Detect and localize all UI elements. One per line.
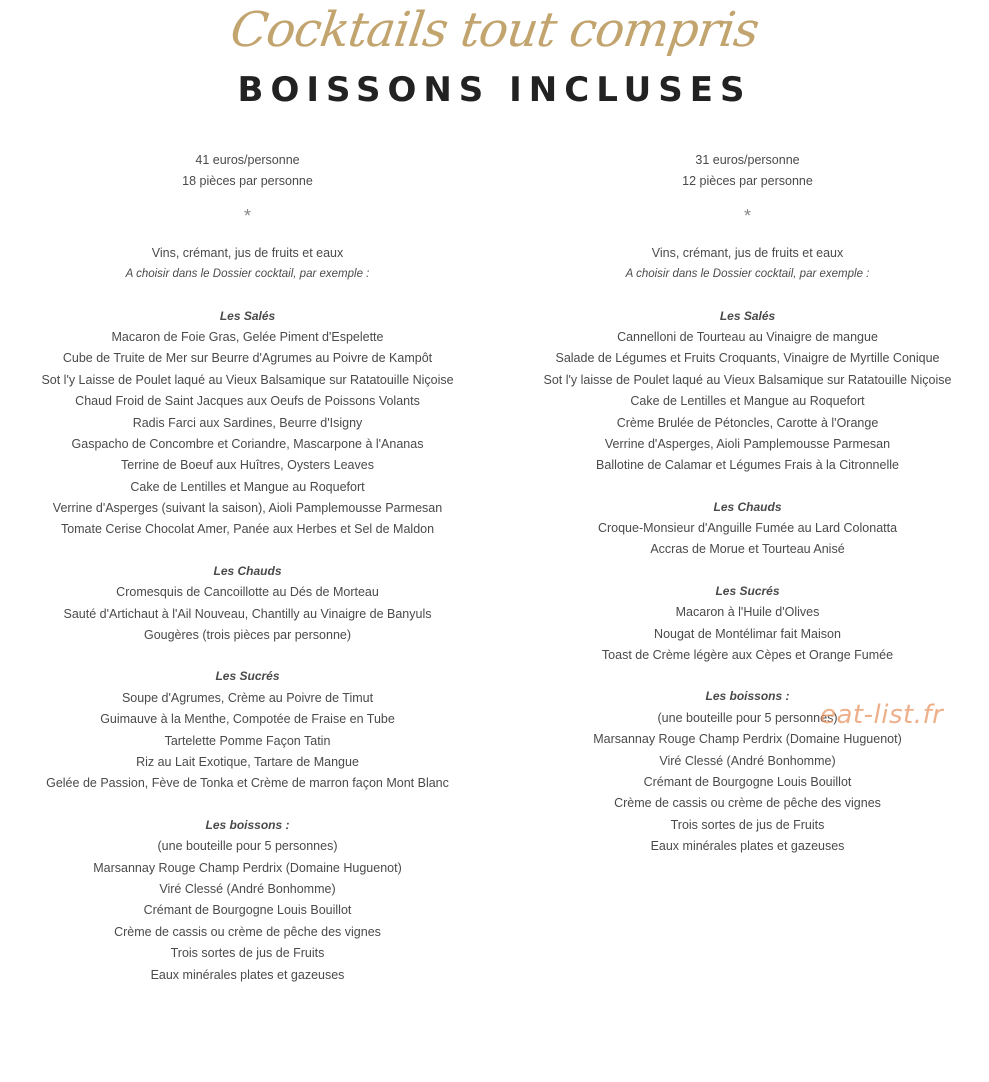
section-sales — [40, 306, 455, 541]
menu-item: Gougères (trois pièces par personne) — [143, 628, 352, 643]
menu-item: Sot l'y Laisse de Poulet laqué au Vieux Balsamique sur Ratatouille Niçoise — [41, 372, 454, 387]
drinks-intro: Vins, crémant, jus de fruits et eaux — [651, 245, 844, 260]
section-sucres — [40, 666, 455, 794]
menu-item: Trois sortes de jus de Fruits — [170, 946, 325, 961]
choice-note: A choisir dans le Dossier cocktail, par exemple : — [125, 268, 370, 281]
menu-item: Croque-Monsieur d'Anguille Fumée au Lard Colonatta — [597, 521, 898, 536]
menu-item: Cromesquis de Cancoillotte au Dés de Morteau — [116, 585, 379, 600]
menu-item: Tomate Cerise Chocolat Amer, Panée aux Herbes et Sel de Maldon — [60, 522, 435, 537]
section-chauds — [40, 561, 455, 647]
menu-item: Terrine de Boeuf aux Huîtres, Oysters Leaves — [121, 458, 374, 473]
choice-note: A choisir dans le Dossier cocktail, par exemple : — [625, 268, 870, 281]
price-label: 41 euros/personne — [195, 153, 300, 167]
menu-item: Ballotine de Calamar et Légumes Frais à la Citronnelle — [596, 458, 899, 473]
menu-item: Guimauve à la Menthe, Compotée de Fraise en Tube — [100, 712, 395, 727]
price-label: 31 euros/personne — [695, 153, 800, 167]
menu-sections — [40, 306, 455, 986]
menu-item: (une bouteille pour 5 personnes) — [157, 839, 338, 854]
section-title: Les Salés — [219, 308, 276, 323]
menu-item: Tartelette Pomme Façon Tatin — [164, 733, 331, 748]
menu-item: Viré Clessé (André Bonhomme) — [159, 881, 336, 896]
menu-item: Cannelloni de Tourteau au Vinaigre de mangue — [617, 329, 878, 344]
menu-item: Marsannay Rouge Champ Perdrix (Domaine Huguenot) — [593, 732, 902, 747]
menu-item: Verrine d'Asperges (suivant la saison), Aioli Pamplemousse Parmesan — [52, 501, 443, 516]
section-title: Les Sucrés — [715, 583, 780, 598]
menu-item: Verrine d'Asperges, Aioli Pamplemousse Parmesan — [604, 436, 891, 451]
section-title: Les Sucrés — [215, 669, 280, 684]
section-title: Les Chauds — [713, 499, 782, 514]
menu-item: Sauté d'Artichaut à l'Ail Nouveau, Chantilly au Vinaigre de Banyuls — [63, 606, 432, 621]
menu-item: Crème Brulée de Pétoncles, Carotte à l'Orange — [616, 415, 879, 430]
menu-item: Crème de cassis ou crème de pêche des vignes — [114, 924, 381, 939]
menu-column-41-euros — [40, 150, 455, 986]
pieces-label: 12 pièces par personne — [682, 174, 813, 189]
menu-item: Cube de Truite de Mer sur Beurre d'Agrumes au Poivre de Kampôt — [62, 351, 433, 366]
menu-item: Riz au Lait Exotique, Tartare de Mangue — [136, 754, 359, 769]
section-sucres — [540, 581, 955, 667]
section-sales — [540, 306, 955, 477]
script-title: Cocktails tout compris — [227, 2, 762, 58]
menu-item: Eaux minérales plates et gazeuses — [650, 839, 845, 854]
menu-item: Toast de Crème légère aux Cèpes et Orange Fumée — [601, 648, 894, 663]
menu-item: Soupe d'Agrumes, Crème au Poivre de Timut — [121, 690, 374, 705]
page-header — [0, 0, 989, 110]
menu-item: Macaron à l'Huile d'Olives — [675, 605, 820, 620]
menu-item: Gaspacho de Concombre et Coriandre, Mascarpone à l'Ananas — [71, 436, 424, 451]
menu-column-31-euros — [540, 150, 955, 858]
asterisk-divider-icon: * — [243, 205, 251, 226]
menu-item: Macaron de Foie Gras, Gelée Piment d'Espelette — [111, 329, 384, 344]
page-title: BOISSONS INCLUSES — [237, 70, 752, 110]
menu-item: (une bouteille pour 5 personnes) — [657, 710, 838, 725]
menu-item: Crémant de Bourgogne Louis Bouillot — [643, 774, 852, 789]
section-boissons — [40, 815, 455, 986]
menu-item: Crémant de Bourgogne Louis Bouillot — [143, 903, 352, 918]
menu-item: Chaud Froid de Saint Jacques aux Oeufs de Poissons Volants — [75, 394, 420, 409]
section-title: Les Chauds — [213, 563, 282, 578]
watermark: eat-list.fr — [820, 700, 944, 730]
menu-item: Nougat de Montélimar fait Maison — [654, 626, 841, 641]
menu-item: Marsannay Rouge Champ Perdrix (Domaine Huguenot) — [93, 860, 402, 875]
asterisk-divider-icon: * — [743, 205, 751, 226]
menu-item: Gelée de Passion, Fève de Tonka et Crème de marron façon Mont Blanc — [46, 776, 449, 791]
pieces-label: 18 pièces par personne — [182, 174, 313, 189]
section-chauds — [540, 497, 955, 561]
menu-item: Cake de Lentilles et Mangue au Roquefort — [630, 394, 865, 409]
menu-item: Sot l'y laisse de Poulet laqué au Vieux Balsamique sur Ratatouille Niçoise — [543, 372, 952, 387]
section-title: Les boissons : — [205, 817, 290, 832]
menu-item: Cake de Lentilles et Mangue au Roquefort — [130, 479, 365, 494]
menu-item: Trois sortes de jus de Fruits — [670, 817, 825, 832]
drinks-intro: Vins, crémant, jus de fruits et eaux — [151, 245, 344, 260]
section-title: Les Salés — [719, 308, 776, 323]
menu-item: Crème de cassis ou crème de pêche des vignes — [614, 796, 881, 811]
menu-sections — [540, 306, 955, 858]
menu-item: Radis Farci aux Sardines, Beurre d'Isigny — [132, 415, 363, 430]
menu-item: Salade de Légumes et Fruits Croquants, Vinaigre de Myrtille Conique — [555, 351, 940, 366]
menu-item: Accras de Morue et Tourteau Anisé — [650, 542, 845, 557]
section-title: Les boissons : — [705, 689, 790, 704]
menu-item: Eaux minérales plates et gazeuses — [150, 967, 345, 982]
menu-item: Viré Clessé (André Bonhomme) — [659, 753, 836, 768]
